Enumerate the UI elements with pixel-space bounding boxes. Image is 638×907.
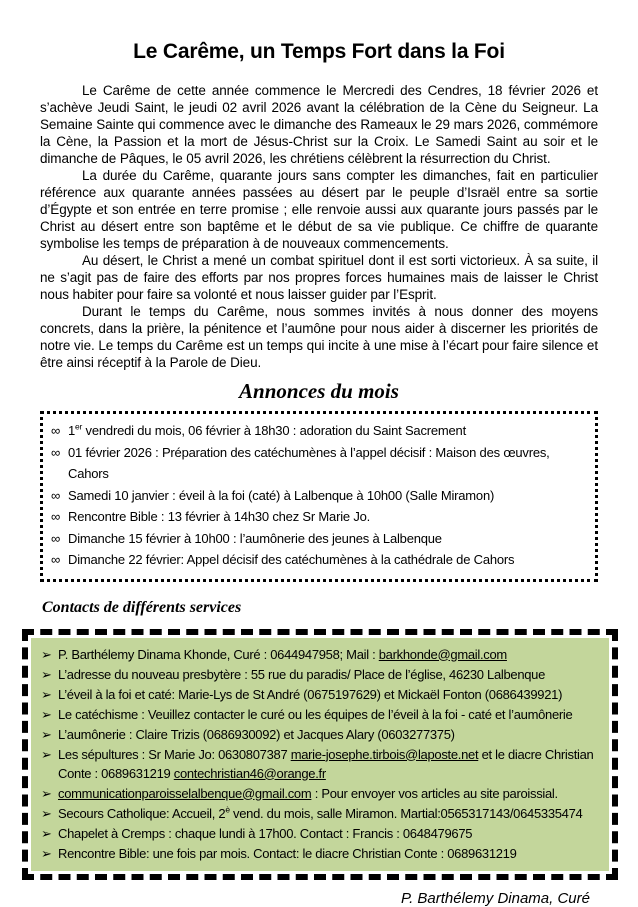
list-item-text [58, 784, 599, 803]
arrow-bullet-icon: ➢ [41, 706, 52, 722]
list-item-text [58, 705, 599, 724]
list-item-text [58, 804, 599, 823]
infinity-bullet-icon: ∞ [51, 552, 61, 567]
email-link[interactable]: communicationparoisselalbenque@gmail.com [58, 785, 312, 801]
announcement-item [51, 506, 587, 528]
contacts-heading: Contacts de différents services [42, 598, 242, 616]
text-segment: Le catéchisme : Veuillez contacter le curé ou les équipes de l’éveil à la foi - caté et l’aumônerie [58, 706, 573, 722]
announcements-heading: Annonces du mois [239, 379, 399, 403]
infinity-bullet-icon: ∞ [51, 444, 61, 460]
announcement-item [51, 549, 587, 571]
text-segment: Rencontre Bible: une fois par mois. Contact: le diacre Christian Conte : 0689631219 [58, 845, 517, 861]
list-item-text [58, 824, 599, 843]
text-segment: vendredi du mois, 06 février à 18h30 : adoration du Saint Sacrement [82, 423, 466, 438]
signature: P. Barthélemy Dinama, Curé [401, 889, 590, 907]
list-item-text [68, 506, 587, 528]
text-segment: Secours Catholique: Accueil, 2 [58, 805, 226, 821]
email-link[interactable]: marie-josephe.tirbois@laposte.net [290, 746, 479, 762]
list-item-text [68, 485, 587, 507]
infinity-bullet-icon: ∞ [51, 509, 61, 524]
list-item-text [68, 442, 587, 485]
text-segment: : Pour envoyer vos articles au site paroissial. [311, 785, 558, 801]
document-title: Le Carême, un Temps Fort dans la Foi [133, 40, 505, 63]
arrow-bullet-icon: ➢ [41, 805, 52, 821]
list-item-text [58, 645, 599, 664]
contacts-box [31, 638, 609, 871]
list-item-text [58, 745, 599, 783]
contact-item [41, 745, 599, 783]
infinity-bullet-icon: ∞ [51, 487, 61, 503]
arrow-bullet-icon: ➢ [41, 785, 52, 801]
list-item-text [68, 420, 587, 442]
text-segment: L’éveil à la foi et caté: Marie-Lys de St André (0675197629) et Mickaël Fonton (0686439921) [58, 686, 563, 702]
arrow-bullet-icon: ➢ [41, 845, 52, 861]
announcement-item [51, 442, 587, 485]
contact-item [41, 645, 599, 664]
arrow-bullet-icon: ➢ [41, 825, 52, 841]
email-link[interactable]: contechristian46@orange.fr [173, 765, 326, 781]
text-segment: L’aumônerie : Claire Trizis (0686930092) et Jacques Alary (0603277375) [58, 726, 455, 742]
announcement-item [51, 485, 587, 507]
infinity-bullet-icon: ∞ [51, 530, 61, 546]
contact-item [41, 725, 599, 744]
announcement-item [51, 528, 587, 550]
text-segment: Les sépultures : Sr Marie Jo: 0630807387 [58, 746, 291, 762]
contact-item [41, 844, 599, 863]
email-link[interactable]: barkhonde@gmail.com [378, 646, 507, 662]
contact-item [41, 665, 599, 684]
contact-item [41, 824, 599, 843]
text-segment: Dimanche 22 février: Appel décisif des catéchumènes à la cathédrale de Cahors [68, 552, 515, 567]
superscript: è [225, 804, 230, 815]
text-segment: P. Barthélemy Dinama Khonde, Curé : 0644947958; Mail : [58, 646, 379, 662]
contact-item [41, 705, 599, 724]
arrow-bullet-icon: ➢ [41, 686, 52, 702]
announcement-item [51, 420, 587, 442]
list-item-text [68, 549, 587, 571]
arrow-bullet-icon: ➢ [41, 666, 52, 682]
paragraph-forty-days: La durée du Carême, quarante jours sans compter les dimanches, fait en particulier référence aux quarante années passées au désert par le peuple d’Israël entre sa sortie d’Égypte et son entrée en terre promise ; elle renvoie aussi aux quarante jours passés par le Christ au désert entre son baptême et le début de sa vie publique. Ce chiffre de quarante symbolise les temps de préparation à de nouveaux commencements. [40, 168, 598, 251]
text-segment: Chapelet à Cremps : chaque lundi à 17h00. Contact : Francis : 0648479675 [58, 825, 473, 841]
superscript: er [75, 421, 83, 432]
contact-item [41, 804, 599, 823]
contact-item [41, 784, 599, 803]
arrow-bullet-icon: ➢ [41, 746, 52, 762]
list-item-text [68, 528, 587, 550]
text-segment: L’adresse du nouveau presbytère : 55 rue du paradis/ Place de l’église, 46230 Lalbenque [58, 666, 546, 682]
paragraph-desert: Au désert, le Christ a mené un combat spirituel dont il est sorti victorieux. À sa suite, il ne s’agit pas de faire des efforts par nos propres forces humaines mais de laisser le Christ nous habiter pour faire sa volonté et nous laisser guider par l’Esprit. [40, 253, 598, 302]
text-segment: 1 [68, 423, 76, 438]
list-item-text [58, 725, 599, 744]
intro-section [40, 82, 598, 371]
text-segment: et le diacre Christian Conte : 0689631219 [58, 746, 594, 781]
text-segment: Dimanche 15 février à 10h00 : l’aumônerie des jeunes à Lalbenque [68, 530, 442, 546]
contact-item [41, 685, 599, 704]
contacts-box-border [22, 629, 618, 880]
announcements-box [40, 411, 598, 582]
text-segment: Rencontre Bible : 13 février à 14h30 chez Sr Marie Jo. [68, 509, 371, 524]
arrow-bullet-icon: ➢ [41, 726, 52, 742]
infinity-bullet-icon: ∞ [51, 423, 61, 438]
list-item-text [58, 685, 599, 704]
paragraph-lent-dates: Le Carême de cette année commence le Mercredi des Cendres, 18 février 2026 et s’achève Jeudi Saint, le jeudi 02 avril 2026 avant la célébration de la Cène du Seigneur. La Semaine Sainte qui commence avec le dimanche des Rameaux le 29 mars 2026, commémore la Cène, la Passion et la mort de Jésus-Christ sur la Croix. Le Samedi Saint au soir et le dimanche de Pâques, le 05 avril 2026, les chrétiens célèbrent la résurrection du Christ. [40, 83, 598, 166]
arrow-bullet-icon: ➢ [41, 646, 52, 662]
text-segment: vend. du mois, salle Miramon. Martial:0565317143/0645335474 [229, 805, 583, 821]
text-segment: Samedi 10 janvier : éveil à la foi (caté) à Lalbenque à 10h00 (Salle Miramon) [68, 487, 495, 503]
list-item-text [58, 844, 599, 863]
list-item-text [58, 665, 599, 684]
paragraph-means: Durant le temps du Carême, nous sommes invités à nous donner des moyens concrets, dans la prière, la pénitence et l’aumône pour nous aider à discerner les priorités de notre vie. Le temps du Carême est un temps qui incite à une mise à l’écart pour faire silence et être ainsi réceptif à la Parole de Dieu. [40, 304, 598, 370]
text-segment: 01 février 2026 : Préparation des catéchumènes à l’appel décisif : Maison des œuvres, Cahors [68, 444, 550, 481]
